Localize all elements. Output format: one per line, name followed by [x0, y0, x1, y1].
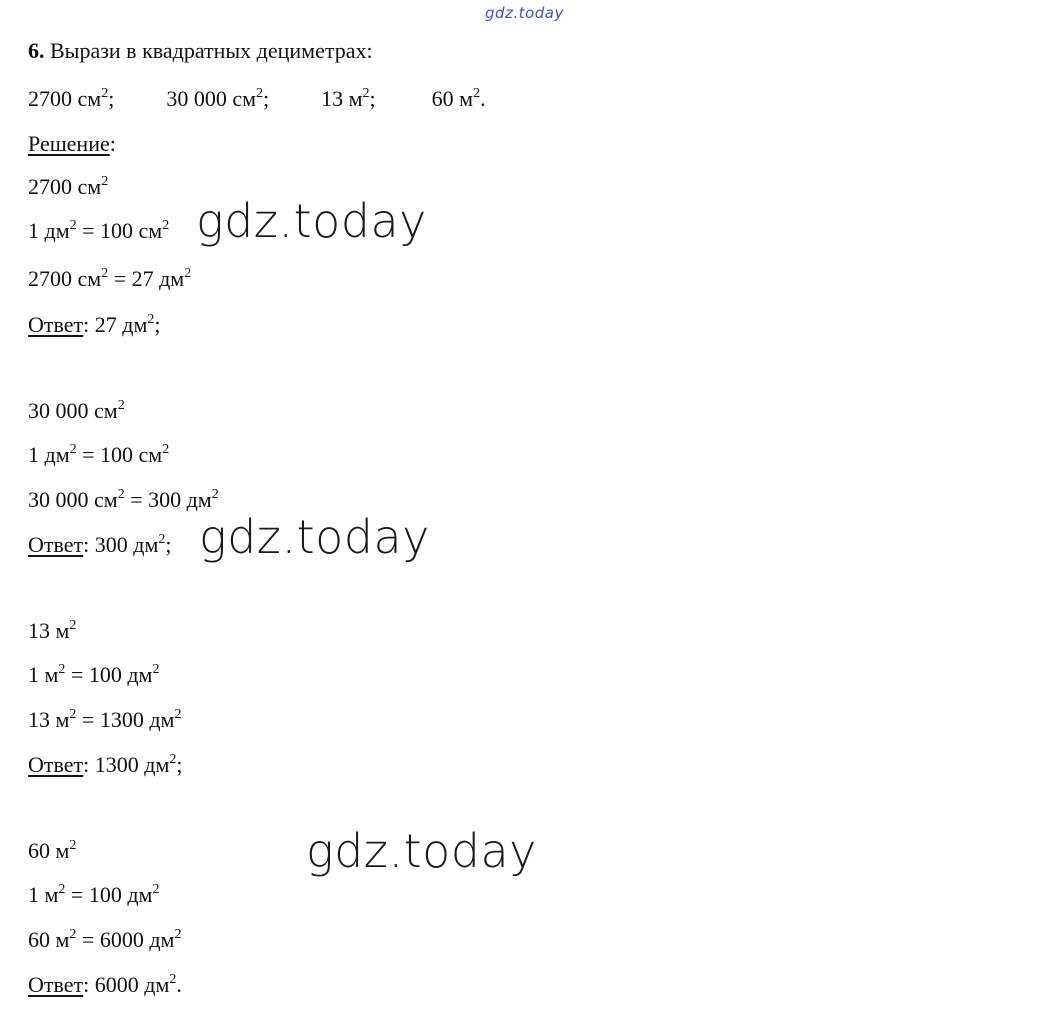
block-2-rule: 1 $дм^2 = 100$ $см^2$ [28, 442, 170, 467]
watermark-2: gdz.today [199, 510, 430, 564]
block-1-answer: Ответ: 27 $дм^2$; [28, 312, 161, 337]
block-3-rule: 1 $м^2 = 100$ $дм^2$ [28, 662, 160, 687]
task-header [28, 38, 373, 64]
task-item-1: 2700 $см^2$; [28, 86, 115, 111]
watermark-top: gdz.today [485, 4, 564, 22]
task-number: 6. [28, 38, 45, 63]
task-item-2: 30 000 $см^2$; [166, 86, 270, 111]
task-items [28, 86, 486, 112]
block-2-answer: Ответ: 300 $дм^2$; [28, 532, 172, 557]
block-3-start: 13 $м^2$ [28, 618, 77, 643]
block-2-result: 30 000 $см^2 = 300$ $дм^2$ [28, 487, 219, 512]
solution-heading: Решение: [28, 131, 116, 156]
watermark-1: gdz.today [196, 194, 427, 248]
task-title: Вырази в квадратных дециметрах: [50, 38, 373, 63]
task-item-3: 13 $м^2$; [321, 86, 376, 111]
block-2-start: 30 000 $см^2$ [28, 398, 125, 423]
watermark-3: gdz.today [306, 824, 537, 878]
block-1-result: 2700 $см^2 = 27$ $дм^2$ [28, 266, 192, 291]
block-4-result: 60 $м^2 = 6000$ $дм^2$ [28, 927, 182, 952]
task-item-4: 60 $м^2$. [431, 86, 486, 111]
block-3-result: 13 $м^2 = 1300$ $дм^2$ [28, 707, 182, 732]
block-4-answer: Ответ: 6000 $дм^2$. [28, 972, 182, 997]
block-1-start: 2700 $см^2$ [28, 174, 109, 199]
block-1-rule: 1 $дм^2 = 100$ $см^2$ [28, 218, 170, 243]
block-4-start: 60 $м^2$ [28, 838, 77, 863]
block-3-answer: Ответ: 1300 $дм^2$; [28, 752, 183, 777]
block-4-rule: 1 $м^2 = 100$ $дм^2$ [28, 882, 160, 907]
